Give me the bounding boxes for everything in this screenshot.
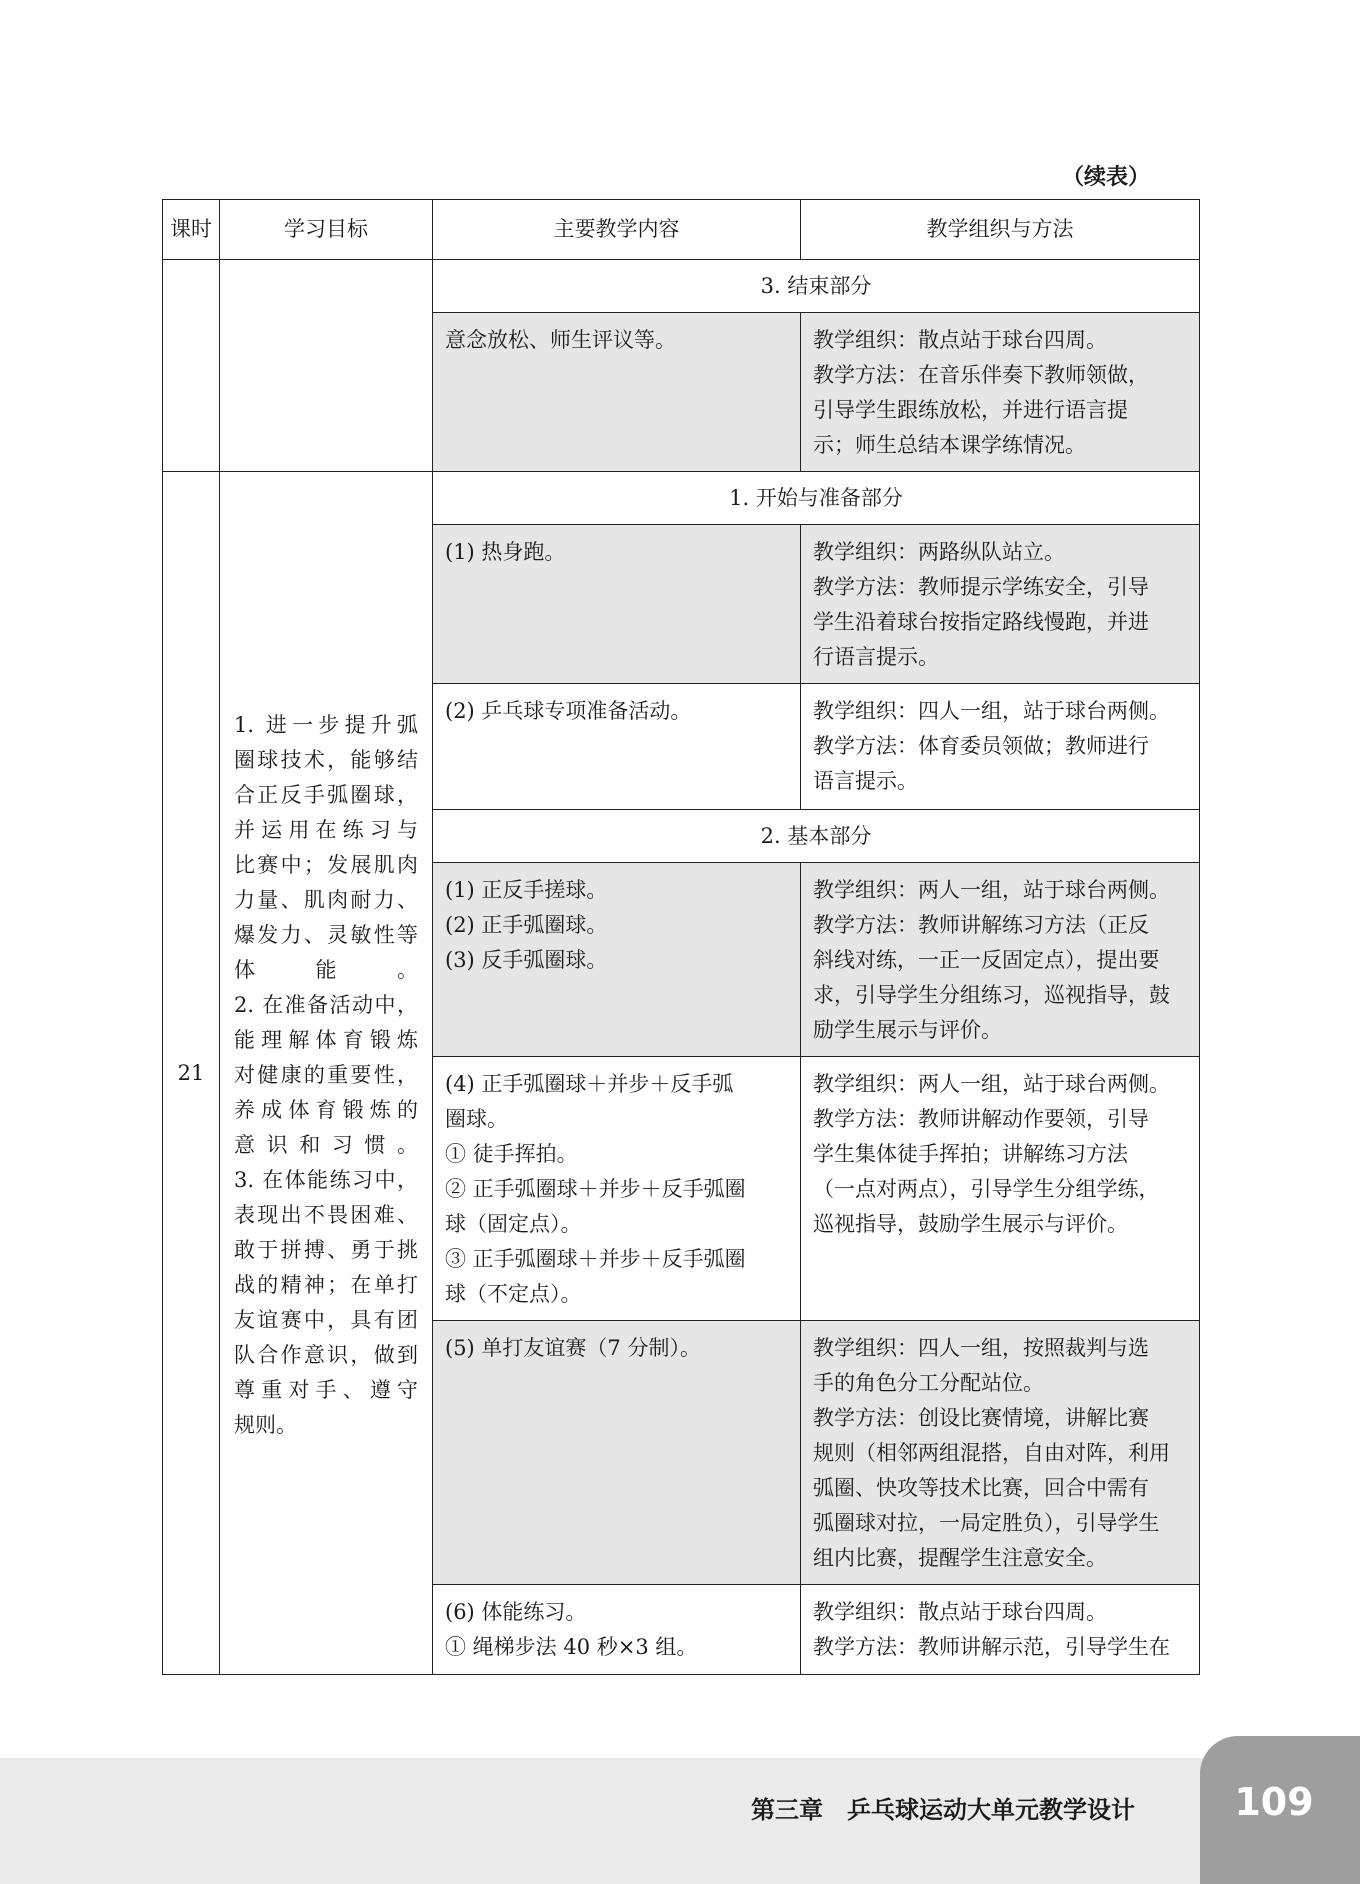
text-line: 圈球。 [445, 1107, 508, 1131]
prev-row-method [801, 313, 1200, 472]
text-line: 教学组织：四人一组，按照裁判与选 [813, 1336, 1149, 1360]
text-line: 友谊赛中，具有团 [234, 1307, 418, 1332]
text-line: 比赛中；发展肌肉 [234, 852, 418, 877]
text-line: (1) 热身跑。 [445, 540, 566, 564]
text-line: 组内比赛，提醒学生注意安全。 [813, 1546, 1107, 1570]
text-line: 并运用在练习与 [234, 817, 418, 842]
text-line: 教学组织：两人一组，站于球台两侧。 [813, 878, 1170, 902]
text-line: （一点对两点），引导学生分组学练， [813, 1177, 1160, 1201]
text-line: 求，引导学生分组练习，巡视指导，鼓 [813, 983, 1170, 1007]
text-line: 意念放松、师生评议等。 [445, 328, 676, 352]
text-line: 巡视指导，鼓励学生展示与评价。 [813, 1212, 1128, 1236]
page-number: 109 [1234, 1780, 1314, 1824]
text-line: 教学方法：在音乐伴奏下教师领做， [813, 363, 1149, 387]
text-line: ① 绳梯步法 40 秒×3 组。 [445, 1635, 698, 1659]
text-line: (1) 正反手搓球。 [445, 878, 608, 902]
s2-row-3-method [801, 1321, 1200, 1585]
text-line: (6) 体能练习。 [445, 1600, 587, 1624]
s2-row-2-method [801, 1057, 1200, 1321]
text-line: 球（不定点）。 [445, 1282, 582, 1306]
text-line: 学生沿着球台按指定路线慢跑，并进 [813, 610, 1149, 634]
text-line: 行语言提示。 [813, 645, 939, 669]
text-line: 规则（相邻两组混搭，自由对阵，利用 [813, 1441, 1170, 1465]
text-line: 养成体育锻炼的 [234, 1097, 418, 1122]
prev-goal-cell [220, 260, 433, 472]
s1-row-1-content [433, 525, 801, 684]
text-line: 弧圈、快攻等技术比赛，回合中需有 [813, 1476, 1149, 1500]
text-line: 3. 在体能练习中， [234, 1167, 418, 1192]
text-line: 能理解体育锻炼 [234, 1027, 418, 1052]
text-line: 合正反手弧圈球， [234, 782, 418, 807]
text-line: 斜线对练，一正一反固定点），提出要 [813, 948, 1160, 972]
lesson21-goals [220, 472, 433, 1675]
text-line: 体能。 [234, 957, 418, 982]
s2-row-3-content [433, 1321, 801, 1585]
text-line: 教学方法：教师讲解动作要领，引导 [813, 1107, 1149, 1131]
text-line: 力量、肌肉耐力、 [234, 887, 418, 912]
text-line: 教学方法：创设比赛情境，讲解比赛 [813, 1406, 1149, 1430]
text-line: (4) 正手弧圈球＋并步＋反手弧 [445, 1072, 734, 1096]
s2-row-4-method [801, 1585, 1200, 1675]
text-line: 敢于拼搏、勇于挑 [234, 1237, 418, 1262]
text-line: 规则。 [234, 1412, 297, 1437]
text-line: 学生集体徒手挥拍；讲解练习方法 [813, 1142, 1128, 1166]
header-row [163, 200, 1200, 260]
text-line: 球（固定点）。 [445, 1212, 582, 1236]
text-line: 1. 进一步提升弧 [234, 712, 418, 737]
header-goal: 学习目标 [220, 200, 433, 260]
text-line: 教学方法：教师提示学练安全，引导 [813, 575, 1149, 599]
lesson21-hour: 21 [163, 472, 220, 1675]
text-line: 教学组织：四人一组，站于球台两侧。 [813, 699, 1170, 723]
text-line: 战的精神；在单打 [234, 1272, 418, 1297]
text-line: (5) 单打友谊赛（7 分制）。 [445, 1336, 701, 1360]
text-line: 爆发力、灵敏性等 [234, 922, 418, 947]
text-line: 教学组织：散点站于球台四周。 [813, 1600, 1107, 1624]
text-line: 教学组织：散点站于球台四周。 [813, 328, 1107, 352]
text-line: 教学方法：教师讲解示范，引导学生在 [813, 1635, 1170, 1659]
s2-row-2-content [433, 1057, 801, 1321]
continued-label: （续表） [1061, 165, 1150, 190]
s2-row-1-content [433, 863, 801, 1057]
text-line: (3) 反手弧圈球。 [445, 948, 608, 972]
prev-row-content [433, 313, 801, 472]
s1-row-2-method [801, 684, 1200, 810]
s2-row-1-method [801, 863, 1200, 1057]
lesson21-section2-title: 2. 基本部分 [433, 810, 1200, 863]
text-line: 队合作意识，做到 [234, 1342, 418, 1367]
prev-section3-row [163, 260, 1200, 313]
text-line: (2) 正手弧圈球。 [445, 913, 608, 937]
text-line: 教学组织：两路纵队站立。 [813, 540, 1065, 564]
text-line: 对健康的重要性， [234, 1062, 418, 1087]
text-line: 励学生展示与评价。 [813, 1018, 1002, 1042]
s1-row-1-method [801, 525, 1200, 684]
text-line: 尊重对手、遵守 [234, 1377, 418, 1402]
lesson21-section1-row [163, 472, 1200, 525]
footer-band [0, 1758, 1360, 1884]
text-line: 意识和习惯。 [234, 1132, 418, 1157]
text-line: 2. 在准备活动中， [234, 992, 418, 1017]
lesson-plan-table [162, 199, 1200, 1675]
text-line: 圈球技术，能够结 [234, 747, 418, 772]
s2-row-4-content [433, 1585, 801, 1675]
text-line: ① 徒手挥拍。 [445, 1142, 578, 1166]
header-hour: 课时 [163, 200, 220, 260]
text-line: 语言提示。 [813, 769, 918, 793]
s1-row-2-content [433, 684, 801, 810]
text-line: 表现出不畏困难、 [234, 1202, 418, 1227]
chapter-title: 第三章 乒乓球运动大单元教学设计 [751, 1796, 1135, 1824]
header-content: 主要教学内容 [433, 200, 801, 260]
text-line: 教学方法：教师讲解练习方法（正反 [813, 913, 1149, 937]
text-line: 教学方法：体育委员领做；教师进行 [813, 734, 1149, 758]
text-line: 示；师生总结本课学练情况。 [813, 433, 1086, 457]
text-line: 引导学生跟练放松，并进行语言提 [813, 398, 1128, 422]
text-line: ③ 正手弧圈球＋并步＋反手弧圈 [445, 1247, 746, 1271]
text-line: 教学组织：两人一组，站于球台两侧。 [813, 1072, 1170, 1096]
prev-section3-title: 3. 结束部分 [433, 260, 1200, 313]
lesson21-section1-title: 1. 开始与准备部分 [433, 472, 1200, 525]
header-method: 教学组织与方法 [801, 200, 1200, 260]
text-line: ② 正手弧圈球＋并步＋反手弧圈 [445, 1177, 746, 1201]
text-line: 弧圈球对拉，一局定胜负），引导学生 [813, 1511, 1160, 1535]
text-line: 手的角色分工分配站位。 [813, 1371, 1044, 1395]
text-line: (2) 乒乓球专项准备活动。 [445, 699, 692, 723]
prev-hour-cell [163, 260, 220, 472]
